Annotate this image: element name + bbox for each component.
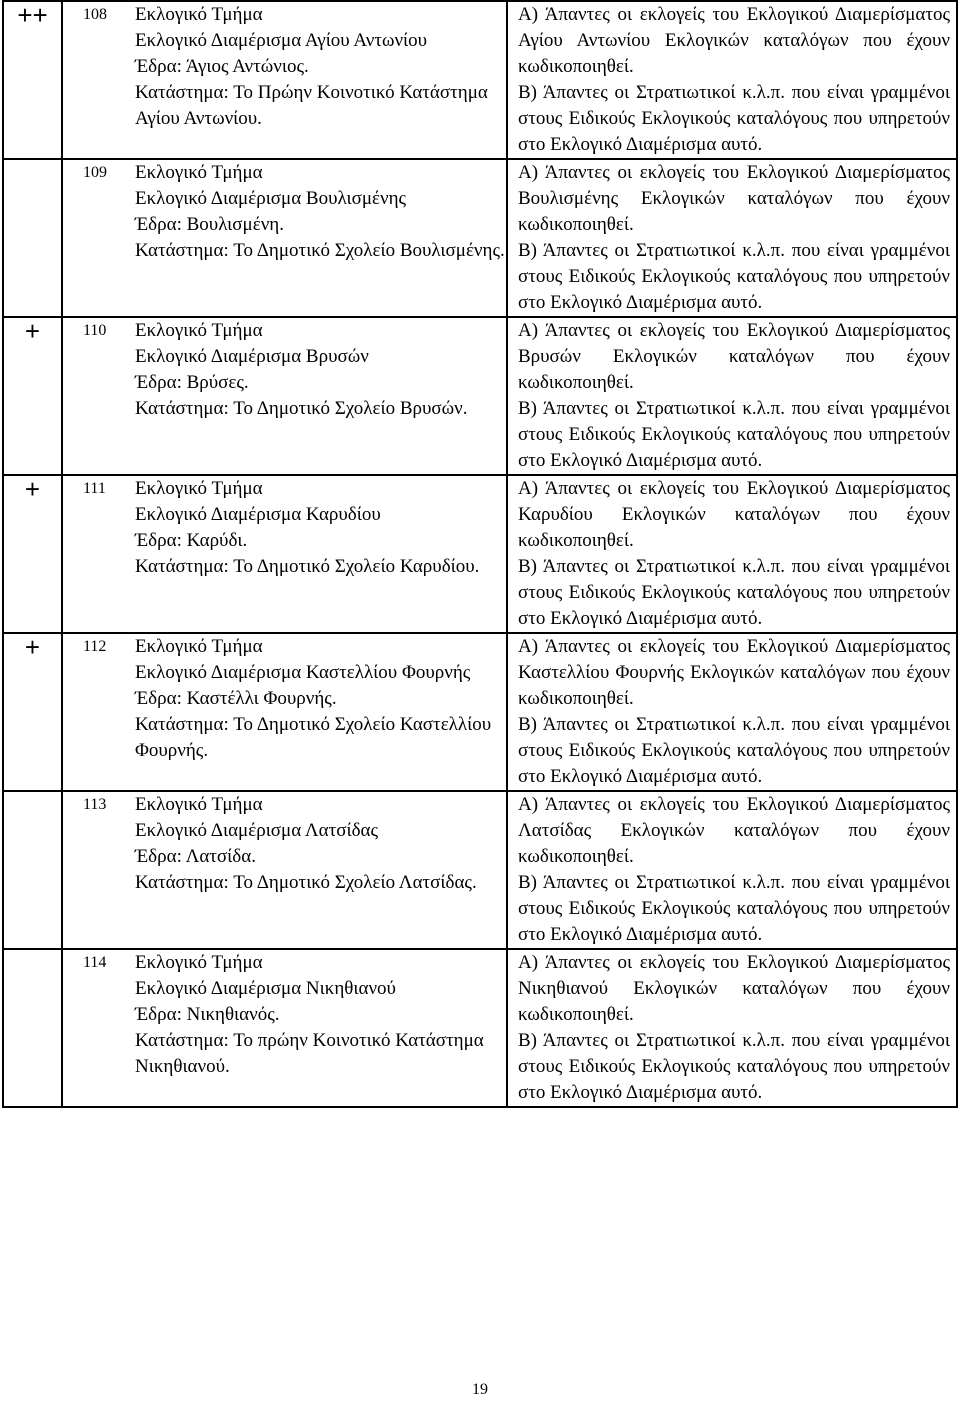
station-cell bbox=[62, 1, 507, 159]
seat-line bbox=[135, 528, 506, 554]
station-description bbox=[135, 2, 506, 132]
store-value: Το πρώην Κοινοτικό Κατάστημα Νικηθιανού. bbox=[135, 1030, 484, 1077]
station-number: 110 bbox=[83, 322, 107, 339]
station-description bbox=[135, 634, 506, 764]
voters-group-b: Β) Άπαντες οι Στρατιωτικοί κ.λ.π. που είναι γραμμένοι στους Ειδικούς Εκλογικούς καταλόγους που υπηρετούν στο Εκλογικό Διαμέρισμα αυτό. bbox=[518, 1030, 950, 1103]
seat-label: Έδρα: bbox=[135, 688, 182, 709]
change-mark: + bbox=[24, 316, 41, 346]
voters-group-a: Α) Άπαντες οι εκλογείς του Εκλογικού Διαμερίσματος Αγίου Αντωνίου Εκλογικών καταλόγων που έχουν κωδικοποιηθεί. bbox=[518, 4, 950, 77]
mark-cell bbox=[3, 475, 62, 633]
voters-cell bbox=[507, 1, 957, 159]
table-row bbox=[3, 1, 957, 159]
seat-line bbox=[135, 212, 506, 238]
voters-group-a: Α) Άπαντες οι εκλογείς του Εκλογικού Διαμερίσματος Καστελλίου Φουρνής Εκλογικών καταλόγων που έχουν κωδικοποιηθεί. bbox=[518, 636, 950, 709]
station-title: Εκλογικό Τμήμα bbox=[135, 952, 263, 973]
mark-cell bbox=[3, 791, 62, 949]
seat-label: Έδρα: bbox=[135, 530, 182, 551]
district-name: Εκλογικό Διαμέρισμα Νικηθιανού bbox=[135, 978, 396, 999]
seat-line bbox=[135, 1002, 506, 1028]
voters-group-a: Α) Άπαντες οι εκλογείς του Εκλογικού Διαμερίσματος Βρυσών Εκλογικών καταλόγων που έχουν κωδικοποιηθεί. bbox=[518, 320, 950, 393]
store-line bbox=[135, 80, 506, 132]
seat-line bbox=[135, 686, 506, 712]
station-cell bbox=[62, 317, 507, 475]
station-title: Εκλογικό Τμήμα bbox=[135, 478, 263, 499]
district-name: Εκλογικό Διαμέρισμα Καρυδίου bbox=[135, 504, 381, 525]
seat-label: Έδρα: bbox=[135, 1004, 182, 1025]
store-value: Το Πρώην Κοινοτικό Κατάστημα Αγίου Αντωνίου. bbox=[135, 82, 488, 129]
station-title: Εκλογικό Τμήμα bbox=[135, 162, 263, 183]
seat-value: Νικηθιανός. bbox=[186, 1004, 280, 1025]
station-cell bbox=[62, 633, 507, 791]
station-number: 112 bbox=[83, 638, 107, 655]
change-mark: + bbox=[24, 632, 41, 662]
station-title: Εκλογικό Τμήμα bbox=[135, 794, 263, 815]
store-line bbox=[135, 1028, 506, 1080]
voters-cell bbox=[507, 949, 957, 1107]
station-number: 111 bbox=[83, 480, 106, 497]
store-value: Το Δημοτικό Σχολείο Βουλισμένης. bbox=[233, 240, 505, 261]
voters-group-b: Β) Άπαντες οι Στρατιωτικοί κ.λ.π. που είναι γραμμένοι στους Ειδικούς Εκλογικούς καταλόγους που υπηρετούν στο Εκλογικό Διαμέρισμα αυτό. bbox=[518, 82, 950, 155]
mark-cell bbox=[3, 949, 62, 1107]
store-label: Κατάστημα: bbox=[135, 714, 229, 735]
station-title: Εκλογικό Τμήμα bbox=[135, 636, 263, 657]
store-label: Κατάστημα: bbox=[135, 82, 229, 103]
station-title: Εκλογικό Τμήμα bbox=[135, 4, 263, 25]
district-name: Εκλογικό Διαμέρισμα Καστελλίου Φουρνής bbox=[135, 662, 471, 683]
seat-value: Καρύδι. bbox=[186, 530, 248, 551]
station-description bbox=[135, 950, 506, 1080]
seat-value: Βρύσες. bbox=[186, 372, 249, 393]
seat-line bbox=[135, 370, 506, 396]
station-description bbox=[135, 160, 506, 264]
voters-cell bbox=[507, 791, 957, 949]
store-value: Το Δημοτικό Σχολείο Καστελλίου Φουρνής. bbox=[135, 714, 492, 761]
voters-group-b: Β) Άπαντες οι Στρατιωτικοί κ.λ.π. που είναι γραμμένοι στους Ειδικούς Εκλογικούς καταλόγους που υπηρετούν στο Εκλογικό Διαμέρισμα αυτό. bbox=[518, 714, 950, 787]
store-value: Το Δημοτικό Σχολείο Καρυδίου. bbox=[233, 556, 480, 577]
voters-group-a: Α) Άπαντες οι εκλογείς του Εκλογικού Διαμερίσματος Καρυδίου Εκλογικών καταλόγων που έχουν κωδικοποιηθεί. bbox=[518, 478, 950, 551]
station-number: 109 bbox=[83, 164, 107, 181]
store-line bbox=[135, 238, 506, 264]
voters-cell bbox=[507, 633, 957, 791]
store-line bbox=[135, 554, 506, 580]
store-label: Κατάστημα: bbox=[135, 1030, 229, 1051]
seat-label: Έδρα: bbox=[135, 372, 182, 393]
seat-label: Έδρα: bbox=[135, 214, 182, 235]
voters-group-a: Α) Άπαντες οι εκλογείς του Εκλογικού Διαμερίσματος Βουλισμένης Εκλογικών καταλόγων που έχουν κωδικοποιηθεί. bbox=[518, 162, 950, 235]
seat-label: Έδρα: bbox=[135, 56, 182, 77]
voters-group-b: Β) Άπαντες οι Στρατιωτικοί κ.λ.π. που είναι γραμμένοι στους Ειδικούς Εκλογικούς καταλόγους που υπηρετούν στο Εκλογικό Διαμέρισμα αυτό. bbox=[518, 398, 950, 471]
district-name: Εκλογικό Διαμέρισμα Βρυσών bbox=[135, 346, 369, 367]
store-label: Κατάστημα: bbox=[135, 240, 229, 261]
seat-label: Έδρα: bbox=[135, 846, 182, 867]
voters-group-a: Α) Άπαντες οι εκλογείς του Εκλογικού Διαμερίσματος Νικηθιανού Εκλογικών καταλόγων που έχουν κωδικοποιηθεί. bbox=[518, 952, 950, 1025]
mark-cell bbox=[3, 159, 62, 317]
district-name: Εκλογικό Διαμέρισμα Βουλισμένης bbox=[135, 188, 407, 209]
table-row bbox=[3, 633, 957, 791]
voters-group-b: Β) Άπαντες οι Στρατιωτικοί κ.λ.π. που είναι γραμμένοι στους Ειδικούς Εκλογικούς καταλόγους που υπηρετούν στο Εκλογικό Διαμέρισμα αυτό. bbox=[518, 240, 950, 313]
voters-cell bbox=[507, 159, 957, 317]
station-title: Εκλογικό Τμήμα bbox=[135, 320, 263, 341]
store-label: Κατάστημα: bbox=[135, 556, 229, 577]
table-row bbox=[3, 159, 957, 317]
store-label: Κατάστημα: bbox=[135, 398, 229, 419]
voters-cell bbox=[507, 475, 957, 633]
store-line bbox=[135, 712, 506, 764]
table-row bbox=[3, 317, 957, 475]
station-description bbox=[135, 792, 506, 896]
polling-stations-table bbox=[2, 0, 958, 1108]
district-name: Εκλογικό Διαμέρισμα Αγίου Αντωνίου bbox=[135, 30, 428, 51]
mark-cell bbox=[3, 633, 62, 791]
table-row bbox=[3, 949, 957, 1107]
table-row bbox=[3, 475, 957, 633]
station-cell bbox=[62, 791, 507, 949]
mark-cell bbox=[3, 1, 62, 159]
station-number: 114 bbox=[83, 954, 107, 971]
seat-value: Καστέλλι Φουρνής. bbox=[186, 688, 337, 709]
seat-value: Βουλισμένη. bbox=[186, 214, 284, 235]
seat-value: Λατσίδα. bbox=[185, 846, 256, 867]
store-label: Κατάστημα: bbox=[135, 872, 229, 893]
voters-group-b: Β) Άπαντες οι Στρατιωτικοί κ.λ.π. που είναι γραμμένοι στους Ειδικούς Εκλογικούς καταλόγους που υπηρετούν στο Εκλογικό Διαμέρισμα αυτό. bbox=[518, 872, 950, 945]
voters-group-a: Α) Άπαντες οι εκλογείς του Εκλογικού Διαμερίσματος Λατσίδας Εκλογικών καταλόγων που έχουν κωδικοποιηθεί. bbox=[518, 794, 950, 867]
station-cell bbox=[62, 159, 507, 317]
station-cell bbox=[62, 475, 507, 633]
change-mark: + bbox=[24, 474, 41, 504]
station-description bbox=[135, 476, 506, 580]
seat-line bbox=[135, 54, 506, 80]
seat-line bbox=[135, 844, 506, 870]
table-row bbox=[3, 791, 957, 949]
station-number: 113 bbox=[83, 796, 107, 813]
station-cell bbox=[62, 949, 507, 1107]
seat-value: Άγιος Αντώνιος. bbox=[185, 56, 309, 77]
store-value: Το Δημοτικό Σχολείο Βρυσών. bbox=[233, 398, 468, 419]
station-number: 108 bbox=[83, 6, 107, 23]
store-line bbox=[135, 870, 506, 896]
change-mark: ++ bbox=[17, 0, 48, 30]
voters-group-b: Β) Άπαντες οι Στρατιωτικοί κ.λ.π. που είναι γραμμένοι στους Ειδικούς Εκλογικούς καταλόγους που υπηρετούν στο Εκλογικό Διαμέρισμα αυτό. bbox=[518, 556, 950, 629]
page-number: 19 bbox=[472, 1381, 488, 1398]
mark-cell bbox=[3, 317, 62, 475]
table-body bbox=[3, 1, 957, 1107]
store-value: Το Δημοτικό Σχολείο Λατσίδας. bbox=[233, 872, 477, 893]
station-description bbox=[135, 318, 506, 422]
district-name: Εκλογικό Διαμέρισμα Λατσίδας bbox=[135, 820, 379, 841]
voters-cell bbox=[507, 317, 957, 475]
store-line bbox=[135, 396, 506, 422]
